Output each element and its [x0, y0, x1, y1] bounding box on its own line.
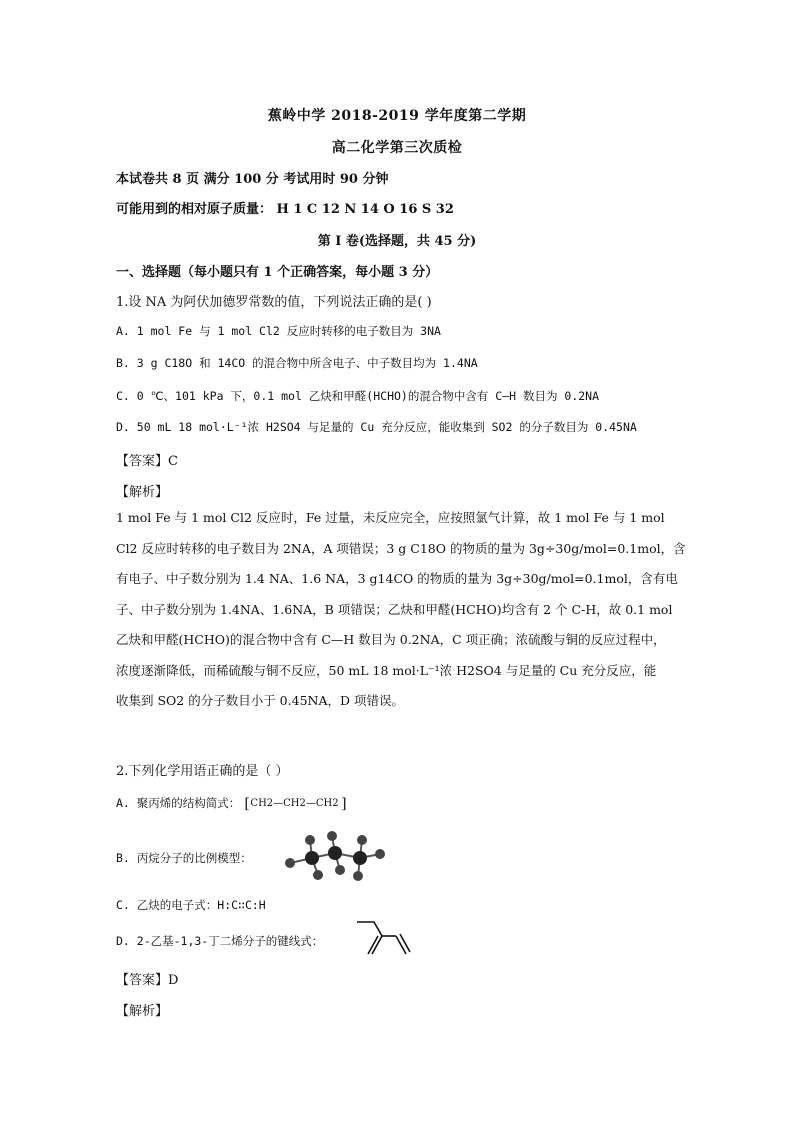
- q2-option-a: [116, 795, 345, 811]
- q1-analysis: [116, 503, 686, 717]
- school-title: 蕉岭中学 2018-2019 学年度第二学期: [267, 108, 527, 124]
- analysis-line: 浓度逐渐降低，而稀硫酸与铜不反应，50 mL 18 mol·L⁻¹浓 H2SO4 与足量的 Cu 充分反应，能: [116, 662, 657, 678]
- exam-title: 高二化学第三次质检: [331, 140, 463, 156]
- q2-option-a-label: A. 聚丙烯的结构简式：: [116, 796, 241, 810]
- atomic-mass-line: 可能用到的相对原子质量： H 1 C 12 N 14 O 16 S 32: [116, 202, 454, 217]
- polypropylene-formula-text: CH2—CH2—CH2: [250, 798, 339, 809]
- analysis-line: 收集到 SO2 的分子数目小于 0.45NA，D 项错误。: [116, 693, 404, 708]
- analysis-line: Cl2 反应时转移的电子数目为 2NA，A 项错误；3 g C18O 的物质的量为 3g÷30g/mol=0.1mol，含: [116, 540, 686, 556]
- analysis-line: 子、中子数分别为 1.4NA、1.6NA，B 项错误；乙炔和甲醛(HCHO)均含有 2 个 C-H，故 0.1 mol: [116, 601, 673, 617]
- part-title: 第 Ⅰ 卷(选择题，共 45 分): [317, 234, 477, 249]
- q2-option-c: C. 乙炔的电子式：H:C∷C:H: [116, 898, 266, 912]
- q2-option-d: D. 2-乙基-1,3-丁二烯分子的键线式：: [116, 934, 324, 948]
- q1-option-d: D. 50 mL 18 mol·L⁻¹浓 H2SO4 与足量的 Cu 充分反应，能收集到 SO2 的分子数目为 0.45NA: [116, 420, 637, 434]
- analysis-line: 1 mol Fe 与 1 mol Cl2 反应时，Fe 过量，未反应完全，应按照氯气计算，故 1 mol Fe 与 1 mol: [116, 510, 665, 525]
- bracket-left-icon: [: [244, 796, 250, 812]
- bracket-right-icon: ]: [341, 796, 347, 812]
- q1-analysis-label: 【解析】: [116, 485, 169, 500]
- q1-answer: 【答案】C: [116, 454, 178, 469]
- skeletal-formula-image: [352, 918, 412, 960]
- q2-option-b: B. 丙烷分子的比例模型：: [116, 851, 252, 865]
- q2-answer: 【答案】D: [116, 973, 179, 988]
- q1-option-c: C. 0 ℃、101 kPa 下，0.1 mol 乙炔和甲醛(HCHO)的混合物中含有 C—H 数目为 0.2NA: [116, 389, 600, 403]
- analysis-line: 有电子、中子数分别为 1.4 NA、1.6 NA，3 g14CO 的物质的量为 3g÷30g/mol=0.1mol，含有电: [116, 571, 678, 586]
- q2-analysis-label: 【解析】: [116, 1004, 169, 1019]
- analysis-line: 乙炔和甲醛(HCHO)的混合物中含有 C—H 数目为 0.2NA，C 项正确；浓硫酸与铜的反应过程中，: [116, 632, 666, 647]
- q2-stem: 2.下列化学用语正确的是（ ）: [116, 764, 289, 779]
- exam-info-line: 本试卷共 8 页 满分 100 分 考试用时 90 分钟: [116, 172, 389, 187]
- section-heading: 一、选择题（每小题只有 1 个正确答案，每小题 3 分）: [116, 265, 439, 280]
- propane-ball-model-image: [270, 828, 390, 888]
- q1-option-b: B. 3 g C18O 和 14CO 的混合物中所含电子、中子数目均为 1.4NA: [116, 356, 478, 370]
- q1-option-a: A. 1 mol Fe 与 1 mol Cl2 反应时转移的电子数目为 3NA: [116, 324, 441, 338]
- polypropylene-formula: [244, 796, 347, 812]
- q1-stem: 1.设 NA 为阿伏加德罗常数的值，下列说法正确的是( ): [116, 295, 432, 310]
